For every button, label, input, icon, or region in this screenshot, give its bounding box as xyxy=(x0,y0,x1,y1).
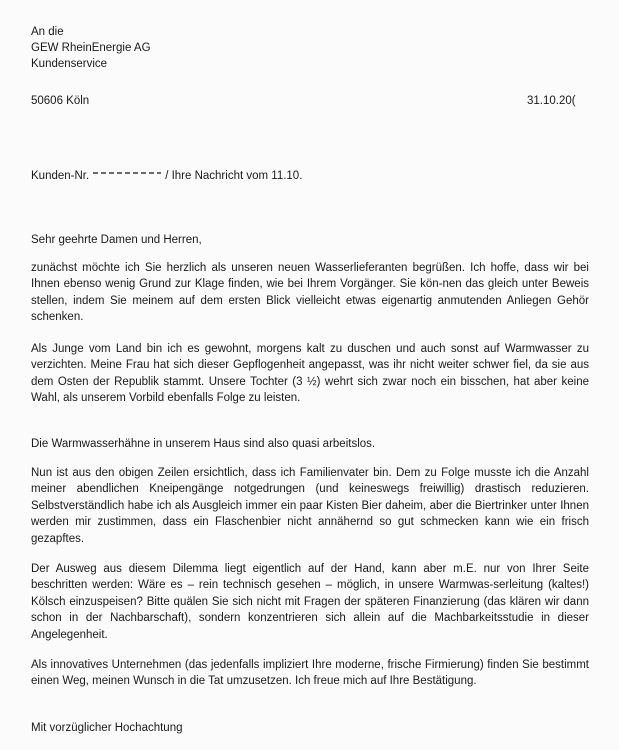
reference-line xyxy=(31,169,302,183)
recipient-department: Kundenservice xyxy=(31,58,108,70)
paragraph-1: zunächst möchte ich Sie herzlich als unseren neuen Wasserlieferanten begrüßen. Ich hoffe, dass wir bei Ihnen ebenso wenig Grund zur Klage finden, wie bei Ihrem Vorgänger. Sie kön-nen das gleich unter Beweis stellen, indem Sie meinem auf dem ersten Blick vielleicht etwas eigenartig anmutenden Anliegen Gehör schenken. xyxy=(31,262,589,324)
reference-message: / Ihre Nachricht vom 11.10. xyxy=(165,170,303,182)
recipient-company: GEW RheinEnergie AG xyxy=(31,42,151,54)
recipient-city: 50606 Köln xyxy=(31,95,90,107)
redacted-customer-number xyxy=(93,171,161,181)
closing: Mit vorzüglicher Hochachtung xyxy=(31,722,183,734)
paragraph-6: Als innovatives Unternehmen (das jedenfalls impliziert Ihre moderne, frische Firmierung) finden Sie bestimmt einen Weg, meinen Wunsch in die Tat umzusetzen. Ich freue mich auf Ihre Bestätigung. xyxy=(31,659,589,688)
recipient-line-1: An die xyxy=(31,26,64,38)
paragraph-3: Die Warmwasserhähne in unserem Haus sind also quasi arbeitslos. xyxy=(31,438,376,450)
paragraph-2: Als Junge vom Land bin ich es gewohnt, morgens kalt zu duschen und auch sonst auf Warmwasser zu verzichten. Meine Frau hat sich dieser Gepflogenheit angepasst, was ihr nicht weiter schwer fiel, da sie aus dem Osten der Republik stammt. Unsere Tochter (3 ½) wehrt sich zwar noch ein bisschen, hat aber keine Wahl, als unserem Vorbild ebenfalls Folge zu leisten. xyxy=(31,343,589,405)
paragraph-4: Nun ist aus den obigen Zeilen ersichtlich, dass ich Familienvater bin. Dem zu Folge musste ich die Anzahl meiner abendlichen Kneipengänge notgedrungen (und keineswegs freiwillig) drastisch reduzieren. Selbstverständlich habe ich als Ausgleich immer ein paar Kisten Bier daheim, aber die Biertrinker unter Ihnen werden mir zustimmen, dass ein Flaschenbier nicht annähernd so gut schmecken kann wie ein frisch gezapftes. xyxy=(31,467,589,545)
paragraph-5: Der Ausweg aus diesem Dilemma liegt eigentlich auf der Hand, kann aber m.E. nur von Ihrer Seite beschritten werden: Wäre es – rein technisch gesehen – möglich, in unsere Warmwas-serleitung (kaltes!) Kölsch einzuspeisen? Bitte quälen Sie sich nicht mit Fragen der späteren Finanzierung (das klären wir dann schon in der Nachbarschaft), sondern konzentrieren sich allein auf die Machbarkeitsstudie in dieser Angelegenheit. xyxy=(31,563,589,641)
salutation: Sehr geehrte Damen und Herren, xyxy=(31,234,202,246)
letter-date: 31.10.20( xyxy=(527,95,576,107)
customer-number-label: Kunden-Nr. xyxy=(31,170,90,182)
